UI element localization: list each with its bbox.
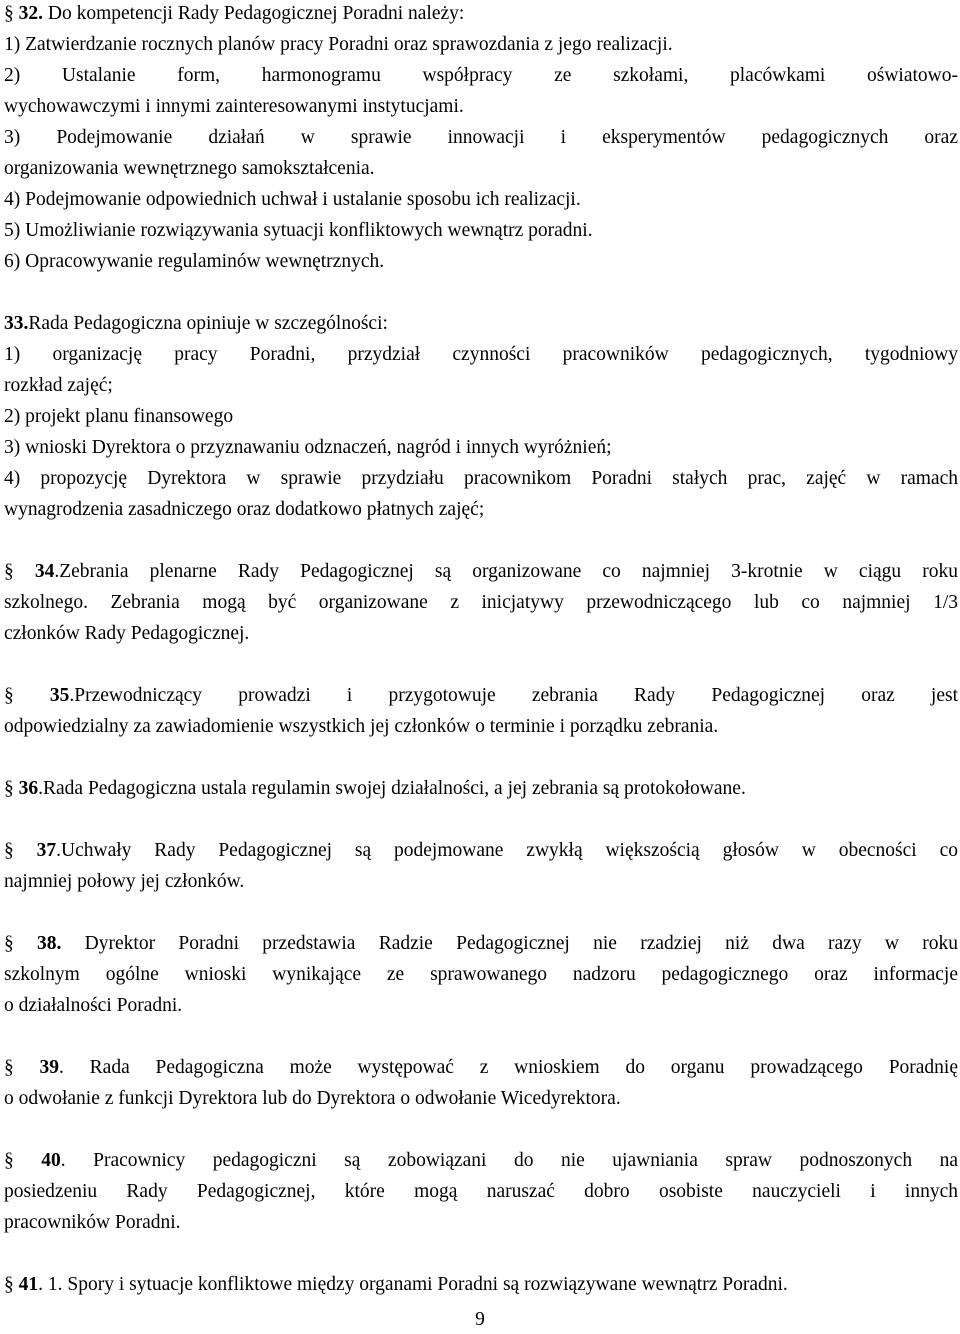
paragraph-39-heading: § 39. Rada Pedagogiczna może występować z wnioskiem do organu prowadzącego Poradnię [4, 1057, 958, 1078]
list-item: 4) propozycję Dyrektora w sprawie przydziału pracownikom Poradni stałych prac, zajęć w ramach [4, 468, 958, 489]
paragraph-32-heading: § 32. Do kompetencji Rady Pedagogicznej Poradni należy: [4, 3, 465, 24]
paragraph-number: 32. [18, 3, 43, 24]
paragraph-37-heading: § 37.Uchwały Rady Pedagogicznej są podejmowane zwykłą większością głosów w obecności co [4, 840, 958, 861]
list-item: 3) Podejmowanie działań w sprawie innowacji i eksperymentów pedagogicznych oraz [4, 127, 958, 148]
list-item-continuation: organizowania wewnętrznego samokształcenia. [4, 158, 375, 179]
paragraph-36-heading: § 36.Rada Pedagogiczna ustala regulamin swojej działalności, a jej zebrania są protokołowane. [4, 778, 746, 799]
paragraph-41-heading: § 41. 1. Spory i sytuacje konfliktowe między organami Poradni są rozwiązywane wewnątrz Poradni. [4, 1274, 788, 1295]
paragraph-number: 33. [4, 313, 29, 334]
paragraph-40-heading: § 40. Pracownicy pedagogiczni są zobowiązani do nie ujawniania spraw podnoszonych na [4, 1150, 958, 1171]
list-item-continuation: wynagrodzenia zasadniczego oraz dodatkowo płatnych zajęć; [4, 499, 485, 520]
paragraph-text: najmniej połowy jej członków. [4, 871, 245, 892]
paragraph-38-heading: § 38. Dyrektor Poradni przedstawia Radzie Pedagogicznej nie rzadziej niż dwa razy w roku [4, 933, 958, 954]
page-number: 9 [475, 1309, 485, 1330]
paragraph-number: 35 [49, 685, 70, 706]
paragraph-text: pracowników Poradni. [4, 1212, 181, 1233]
list-item: 2) projekt planu finansowego [4, 406, 234, 427]
paragraph-number: 39 [39, 1057, 60, 1078]
paragraph-34-heading: § 34.Zebrania plenarne Rady Pedagogicznej są organizowane co najmniej 3-krotnie w ciągu roku [4, 561, 958, 582]
list-item-continuation: rozkład zajęć; [4, 375, 113, 396]
paragraph-number: 38. [37, 933, 62, 954]
list-item: 2) Ustalanie form, harmonogramu współpracy ze szkołami, placówkami oświatowo- [4, 65, 958, 86]
paragraph-text: odpowiedzialny za zawiadomienie wszystkich jej członków o terminie i porządku zebrania. [4, 716, 719, 737]
list-item: 1) organizację pracy Poradni, przydział czynności pracowników pedagogicznych, tygodniowy [4, 344, 958, 365]
list-item: 5) Umożliwianie rozwiązywania sytuacji konfliktowych wewnątrz poradni. [4, 220, 593, 241]
list-item-continuation: wychowawczymi i innymi zainteresowanymi instytucjami. [4, 96, 464, 117]
paragraph-number: 34 [34, 561, 55, 582]
paragraph-number: 37 [36, 840, 57, 861]
paragraph-35-heading: § 35.Przewodniczący prowadzi i przygotowuje zebrania Rady Pedagogicznej oraz jest [4, 685, 958, 706]
paragraph-text: szkolnego. Zebrania mogą być organizowane z inicjatywy przewodniczącego lub co najmniej 1/3 [4, 592, 958, 613]
paragraph-text: szkolnym ogólne wnioski wynikające ze sprawowanego nadzoru pedagogicznego oraz informacje [4, 964, 958, 985]
paragraph-number: 41 [18, 1274, 39, 1295]
list-item: 1) Zatwierdzanie rocznych planów pracy Poradni oraz sprawozdania z jego realizacji. [4, 34, 673, 55]
paragraph-text: o działalności Poradni. [4, 995, 183, 1016]
list-item: 4) Podejmowanie odpowiednich uchwał i ustalanie sposobu ich realizacji. [4, 189, 581, 210]
paragraph-text: posiedzeniu Rady Pedagogicznej, które mogą naruszać dobro osobiste nauczycieli i innych [4, 1181, 958, 1202]
paragraph-number: 40 [41, 1150, 61, 1171]
paragraph-33-heading: 33.Rada Pedagogiczna opiniuje w szczególności: [4, 313, 388, 334]
list-item: 6) Opracowywanie regulaminów wewnętrznych. [4, 251, 385, 272]
paragraph-text: członków Rady Pedagogicznej. [4, 623, 250, 644]
list-item: 3) wnioski Dyrektora o przyznawaniu odznaczeń, nagród i innych wyróżnień; [4, 437, 612, 458]
paragraph-number: 36 [18, 778, 39, 799]
paragraph-text: o odwołanie z funkcji Dyrektora lub do Dyrektora o odwołanie Wicedyrektora. [4, 1088, 621, 1109]
